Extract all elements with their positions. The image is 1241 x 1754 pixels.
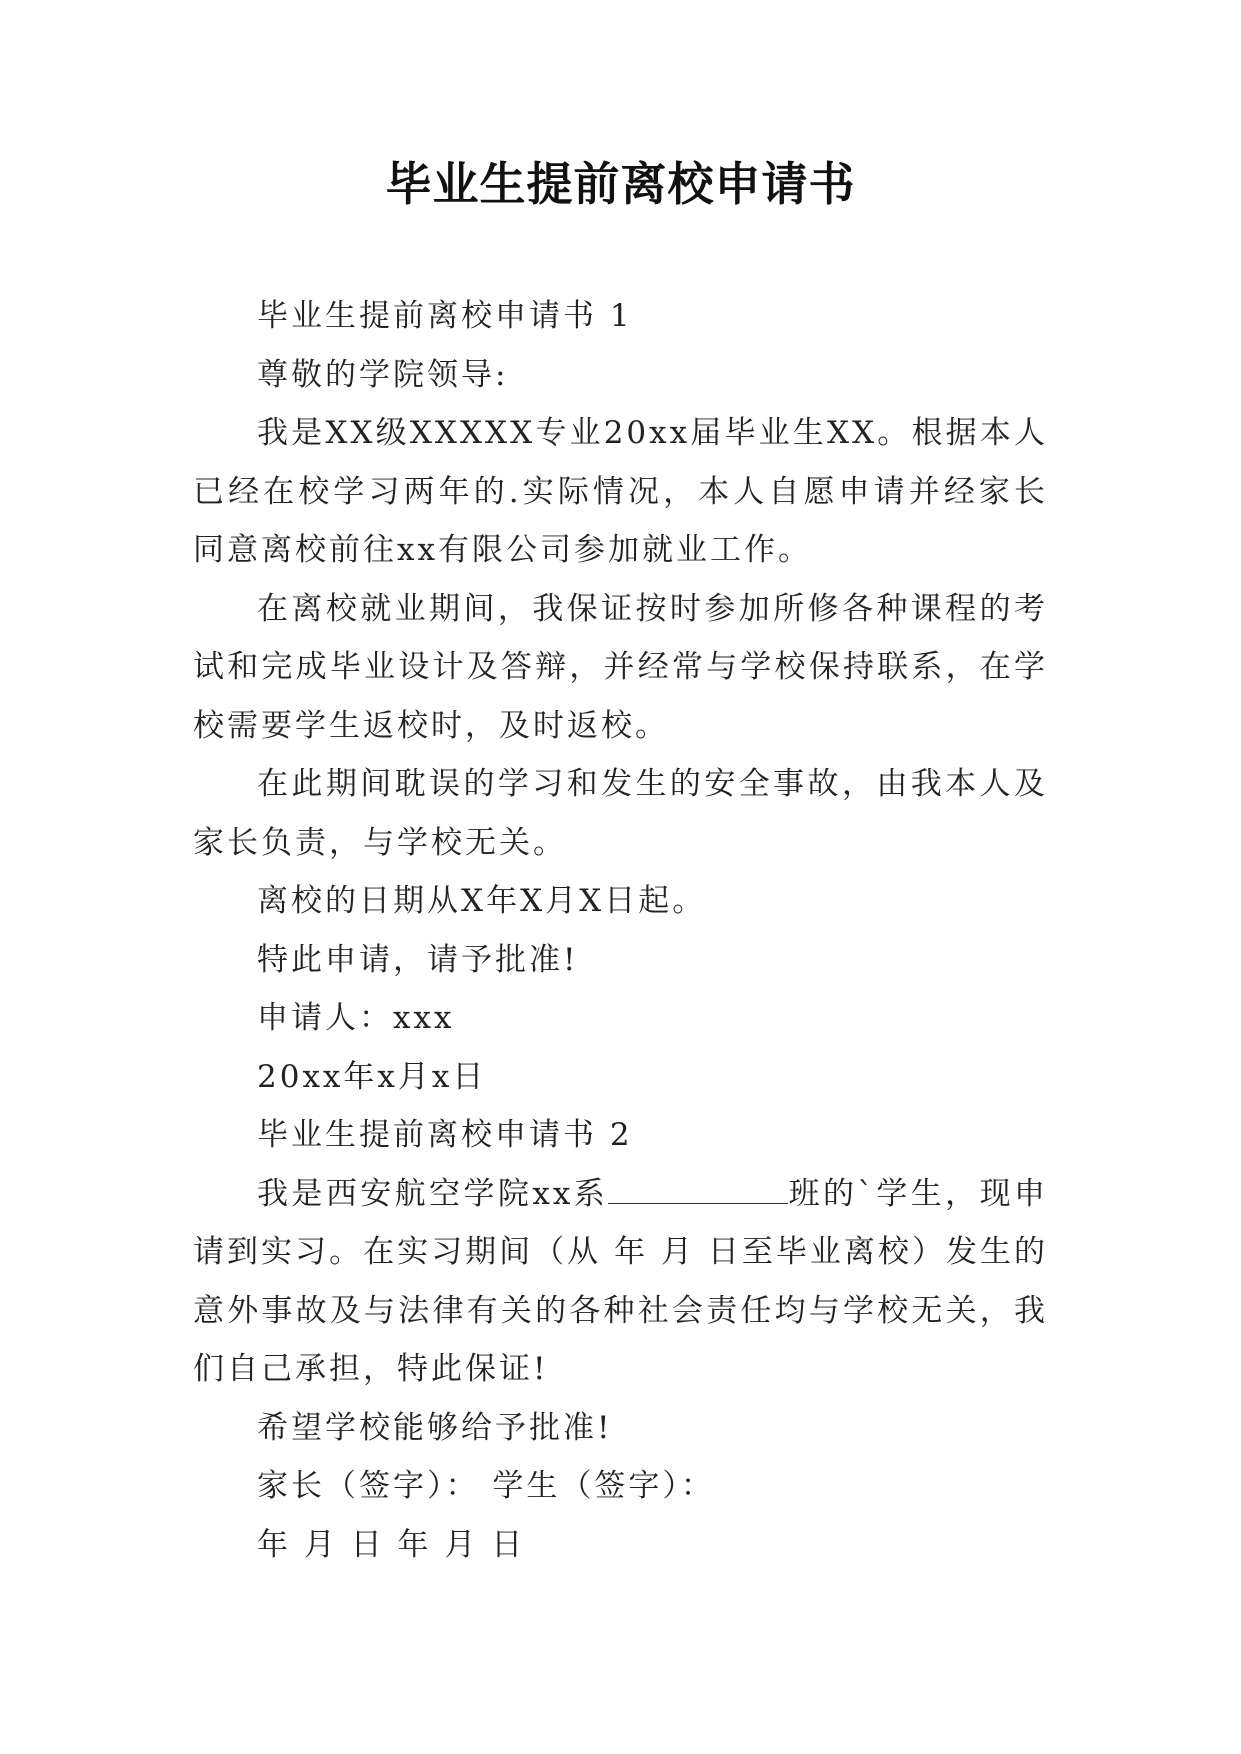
letter1-closing: 特此申请，请予批准! bbox=[257, 941, 579, 978]
letter1-paragraph-3: 在此期间耽误的学习和发生的安全事故，由我本人及家长负责，与学校无关。 bbox=[193, 766, 1048, 861]
letter1-paragraph-2: 在离校就业期间，我保证按时参加所修各种课程的考试和完成毕业设计及答辩，并经常与学校保持联系，在学校需要学生返校时，及时返校。 bbox=[193, 590, 1048, 744]
letter2-paragraph-2: 希望学校能够给予批准! bbox=[257, 1409, 613, 1446]
letter1-paragraph-4: 离校的日期从X年X月X日起。 bbox=[257, 883, 707, 919]
letter2-paragraph-1-start: 我是西安航空学院xx系 bbox=[257, 1175, 609, 1212]
letter1-salutation: 尊敬的学院领导: bbox=[257, 356, 509, 393]
letter2-paragraph-1-end: 班的`学生，现申请到实习。在实习期间（从 年 月 日至毕业离校）发生的意外事故及与法律有关的各种社会责任均与学校无关，我们自己承担，特此保证! bbox=[193, 1175, 1049, 1387]
letter2-paragraph-1 bbox=[193, 1165, 1048, 1399]
letter2-signatures: 家长（签字）： 学生（签字）： bbox=[257, 1468, 715, 1504]
letter1-applicant: 申请人：xxx bbox=[257, 1000, 455, 1036]
document-body bbox=[193, 287, 1048, 1574]
letter2-heading: 毕业生提前离校申请书 2 bbox=[257, 1117, 633, 1153]
letter1-date: 20xx年x月x日 bbox=[257, 1058, 487, 1095]
letter1-paragraph-1: 我是XX级XXXXX专业20xx届毕业生XX。根据本人已经在校学习两年的.实际情况，本人自愿申请并经家长同意离校前往xx有限公司参加就业工作。 bbox=[193, 415, 1048, 568]
letter2-dates: 年 月 日 年 月 日 bbox=[257, 1526, 526, 1563]
document-title: 毕业生提前离校申请书 bbox=[385, 157, 856, 211]
fill-in-blank-line bbox=[608, 1173, 788, 1204]
letter1-heading: 毕业生提前离校申请书 1 bbox=[257, 298, 633, 334]
